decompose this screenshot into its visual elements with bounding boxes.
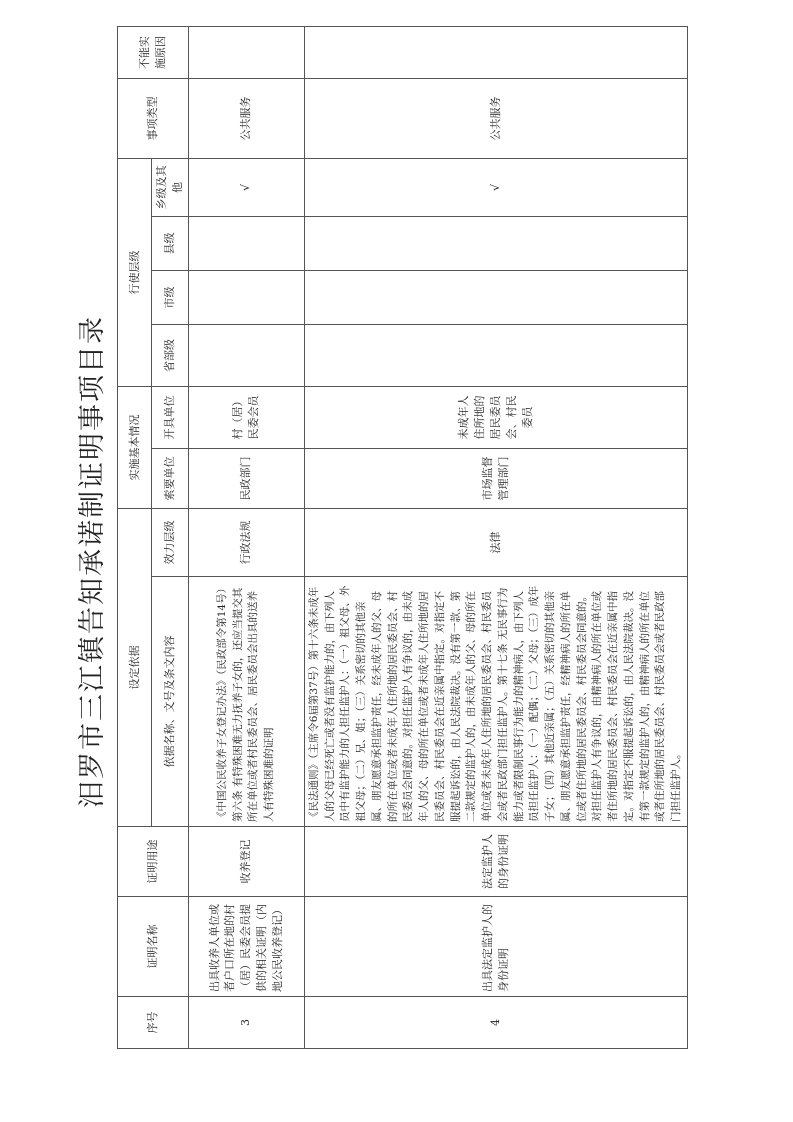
row-provincial bbox=[304, 325, 687, 387]
row-issue-unit: 村（居）民委会员 bbox=[188, 387, 304, 449]
row-req-unit: 市场监督管理部门 bbox=[304, 449, 687, 509]
header-basis-text: 依据名称、文号及条文内容 bbox=[152, 577, 189, 827]
row-issue-unit: 未成年人住所地的居民委员会、村民委员 bbox=[304, 387, 687, 449]
header-row-1 bbox=[118, 27, 152, 1049]
table-sheet-rotated bbox=[117, 27, 683, 1049]
table-sheet bbox=[117, 27, 683, 1049]
header-reason: 不能实施原因 bbox=[118, 27, 189, 79]
row-effect: 行政法规 bbox=[188, 509, 304, 577]
proof-items-table bbox=[117, 26, 688, 1049]
header-provincial: 省部级 bbox=[152, 325, 189, 387]
table-row bbox=[188, 27, 304, 1049]
row-type: 公共服务 bbox=[188, 79, 304, 159]
row-reason bbox=[304, 27, 687, 79]
row-name: 出具法定监护人的身份证明 bbox=[304, 897, 687, 997]
table-row bbox=[304, 27, 687, 1049]
header-type: 事项类型 bbox=[118, 79, 189, 159]
row-reason bbox=[188, 27, 304, 79]
header-req-unit: 索要单位 bbox=[152, 449, 189, 509]
row-county bbox=[188, 217, 304, 271]
header-basis: 设定依据 bbox=[118, 509, 152, 827]
header-township: 乡级及其他 bbox=[152, 159, 189, 217]
row-township: √ bbox=[188, 159, 304, 217]
header-county: 县级 bbox=[152, 217, 189, 271]
row-effect: 法律 bbox=[304, 509, 687, 577]
header-city: 市级 bbox=[152, 271, 189, 325]
row-township: √ bbox=[304, 159, 687, 217]
row-seq: 3 bbox=[188, 997, 304, 1049]
row-name: 出具收养人单位或者户口所在地的村（居）民委会员提供的相关证明（内地公民收养登记） bbox=[188, 897, 304, 997]
header-seq: 序号 bbox=[118, 997, 189, 1049]
row-req-unit: 民政部门 bbox=[188, 449, 304, 509]
header-impl: 实施基本情况 bbox=[118, 387, 152, 509]
row-type: 公共服务 bbox=[304, 79, 687, 159]
row-basis: 《民法通则》（主席令6届第37号）第十六条未成年人的父母已经死亡或者没有监护能力的，由下列人员中有监护能力的人担任监护人：（一）祖父母、外祖父母；（二）兄、姐；（三）关系密切的其他亲属、朋友愿意承担监护责任，经未成年人的父、母的所在单位或者未成年人住所地的居民委员会、村民委员会同意的。对担任监护人有争议的，由未成年人的父、母的所在单位或者未成年人住所地的居民委员会、村民委员会在近亲属中指定。对指定不服提起诉讼的，由人民法院裁决。没有第一款、第二款规定的监护人的，由未成年人的父、母的所在单位或者未成年人住所地的居民委员会、村民委员会或者民政部门担任监护人。第十七条 无民事行为能力或者限制民事行为能力的精神病人，由下列人员担任监护人：（一）配偶；（二）父母；（三）成年子女；（四）其他近亲属；（五）关系密切的其他亲属、朋友愿意承担监护责任，经精神病人的所在单位或者住所地的居民委员会、村民委员会同意的。对担任监护人有争议的，由精神病人的所在单位或者住所地的居民委员会、村民委员会在近亲属中指定。对指定不服提起诉讼的，由人民法院裁决。没有第一款规定的监护人的，由精神病人的所在单位或者住所地的居民委员会、村民委员会或者民政部门担任监护人。 bbox=[304, 577, 687, 827]
header-issue-unit: 开具单位 bbox=[152, 387, 189, 449]
row-city bbox=[304, 271, 687, 325]
row-provincial bbox=[188, 325, 304, 387]
header-level: 行使层级 bbox=[118, 159, 152, 387]
row-seq: 4 bbox=[304, 997, 687, 1049]
document-title-text: 汨罗市三江镇告知承诺制证明事项目录 bbox=[76, 314, 108, 808]
row-purpose: 法定监护人的身份证明 bbox=[304, 827, 687, 897]
row-basis: 《中国公民收养子女登记办法》（民政部令第14号）第六条 有特殊困难无力抚养子女的，还应当提交其所在单位或者村民委员会、居民委员会出具的送养人有特殊困难的证明 bbox=[188, 577, 304, 827]
row-city bbox=[188, 271, 304, 325]
header-purpose: 证明用途 bbox=[118, 827, 189, 897]
header-effect: 效力层级 bbox=[152, 509, 189, 577]
document-title bbox=[64, 0, 114, 1122]
row-county bbox=[304, 217, 687, 271]
row-purpose: 收养登记 bbox=[188, 827, 304, 897]
header-name: 证明名称 bbox=[118, 897, 189, 997]
